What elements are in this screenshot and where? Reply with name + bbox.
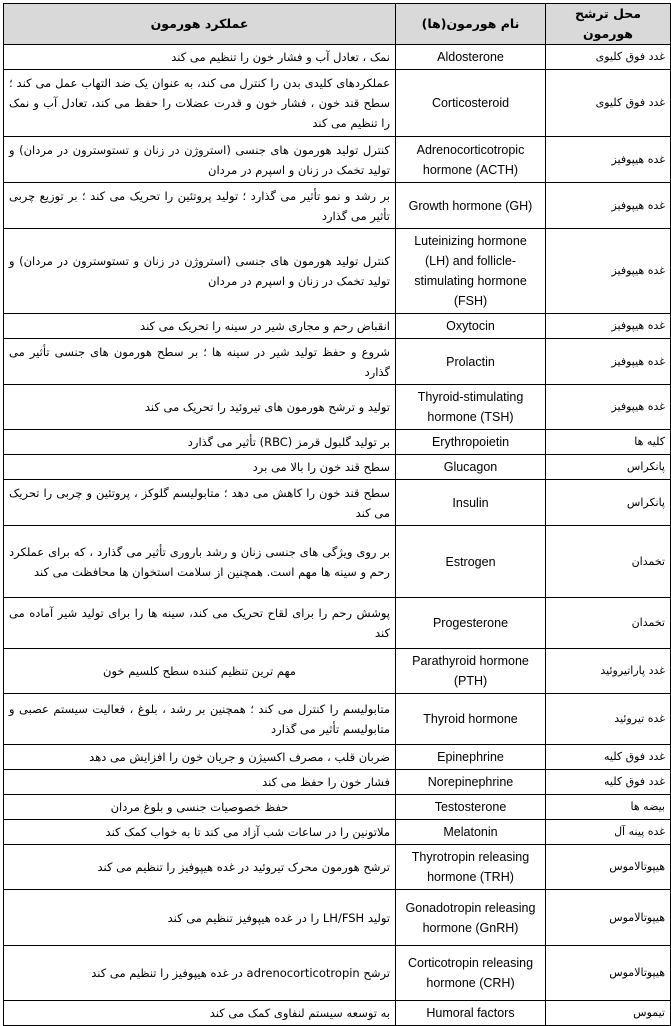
origin-cell: غدد فوق کلیوی [546,45,671,70]
function-cell: نمک ، تعادل آب و فشار خون را تنظیم می کند [4,45,396,70]
origin-cell: غدد فوق کلیه [546,745,671,770]
table-row [4,1001,671,1026]
hormone-name-cell: Parathyroid hormone (PTH) [396,649,546,694]
header-name: نام هورمون(ها) [396,4,546,45]
header-origin: محل ترشح هورمون [546,4,671,45]
origin-cell: تخمدان [546,598,671,649]
hormone-table [3,3,671,1026]
table-row [4,890,671,946]
table-row [4,183,671,229]
hormone-name-cell: Epinephrine [396,745,546,770]
function-cell: حفظ خصوصیات جنسی و بلوغ مردان [4,795,396,820]
origin-cell: غده هیپوفیز [546,229,671,314]
table-row [4,339,671,385]
origin-cell: غده تیروئید [546,694,671,745]
origin-cell: تخمدان [546,526,671,598]
hormone-name-cell: Thyrotropin releasing hormone (TRH) [396,845,546,890]
function-cell: شروع و حفظ تولید شیر در سینه ها ؛ بر سطح هورمون های جنسی تأثیر می گذارد [4,339,396,385]
function-cell: ضربان قلب ، مصرف اکسیژن و جریان خون را افزایش می دهد [4,745,396,770]
hormone-name-cell: Corticosteroid [396,70,546,137]
origin-cell: غده هیپوفیز [546,314,671,339]
origin-cell: غده هیپوفیز [546,137,671,183]
origin-cell: هیپوتالاموس [546,946,671,1001]
origin-cell: کلیه ها [546,430,671,455]
hormone-name-cell: Thyroid hormone [396,694,546,745]
hormone-name-cell: Corticotropin releasing hormone (CRH) [396,946,546,1001]
function-cell: کنترل تولید هورمون های جنسی (استروژن در زنان و تستوسترون در مردان) و تولید تخمک در زنان و اسپرم در مردان [4,229,396,314]
hormone-name-cell: Luteinizing hormone (LH) and follicle-stimulating hormone (FSH) [396,229,546,314]
table-row [4,795,671,820]
function-cell: انقباض رحم و مجاری شیر در سینه را تحریک می کند [4,314,396,339]
table-row [4,694,671,745]
origin-cell: غدد پاراتیروئید [546,649,671,694]
hormone-name-cell: Testosterone [396,795,546,820]
table-row [4,526,671,598]
table-row [4,649,671,694]
table-row [4,598,671,649]
hormone-name-cell: Insulin [396,480,546,526]
hormone-name-cell: Gonadotropin releasing hormone (GnRH) [396,890,546,946]
function-cell: پوشش رحم را برای لقاح تحریک می کند، سینه ها را برای تولید شیر آماده می کند [4,598,396,649]
function-cell: عملکردهای کلیدی بدن را کنترل می کند، به عنوان یک ضد التهاب عمل می کند ؛ سطح قند خون ، فشار خون و قدرت عضلات را حفظ می کند، تعادل آب و نمک را تنظیم می کند [4,70,396,137]
origin-cell: هیپوتالاموس [546,890,671,946]
table-row [4,745,671,770]
table-row [4,45,671,70]
table-row [4,845,671,890]
origin-cell: بیضه ها [546,795,671,820]
hormone-name-cell: Prolactin [396,339,546,385]
origin-cell: غدد فوق کلیه [546,770,671,795]
function-cell: سطح قند خون را کاهش می دهد ؛ متابولیسم گلوکز ، پروتئین و چربی را تحریک می کند [4,480,396,526]
origin-cell: پانکراس [546,480,671,526]
table-row [4,385,671,430]
function-cell: تولید و ترشح هورمون های تیروئید را تحریک می کند [4,385,396,430]
table-row [4,314,671,339]
function-cell: به توسعه سیستم لنفاوی کمک می کند [4,1001,396,1026]
hormone-name-cell: Glucagon [396,455,546,480]
function-cell: تولید LH/FSH را در غده هیپوفیز تنظیم می کند [4,890,396,946]
hormone-name-cell: Melatonin [396,820,546,845]
function-cell: متابولیسم را کنترل می کند ؛ همچنین بر رشد ، بلوغ ، فعالیت سیستم عصبی و متابولیسم تأثیر می گذارد [4,694,396,745]
origin-cell: پانکراس [546,455,671,480]
table-row [4,229,671,314]
function-cell: فشار خون را حفظ می کند [4,770,396,795]
hormone-name-cell: Estrogen [396,526,546,598]
hormone-name-cell: Erythropoietin [396,430,546,455]
table-row [4,820,671,845]
hormone-name-cell: Oxytocin [396,314,546,339]
table-row [4,137,671,183]
hormone-name-cell: Progesterone [396,598,546,649]
function-cell: کنترل تولید هورمون های جنسی (استروژن در زنان و تستوسترون در مردان) و تولید تخمک در زنان و اسپرم در مردان [4,137,396,183]
table-row [4,946,671,1001]
table-row [4,430,671,455]
hormone-name-cell: Humoral factors [396,1001,546,1026]
table-row [4,770,671,795]
origin-cell: غده پینه آل [546,820,671,845]
header-row [4,4,671,45]
function-cell: ترشح هورمون محرک تیروئید در غده هیپوفیز را تنظیم می کند [4,845,396,890]
origin-cell: غده هیپوفیز [546,183,671,229]
hormone-name-cell: Growth hormone (GH) [396,183,546,229]
origin-cell: غده هیپوفیز [546,385,671,430]
hormone-name-cell: Adrenocorticotropic hormone (ACTH) [396,137,546,183]
function-cell: ملاتونین را در ساعات شب آزاد می کند تا به خواب کمک کند [4,820,396,845]
origin-cell: غدد فوق کلیوی [546,70,671,137]
hormone-name-cell: Norepinephrine [396,770,546,795]
origin-cell: تیموس [546,1001,671,1026]
origin-cell: غده هیپوفیز [546,339,671,385]
table-row [4,480,671,526]
table-row [4,70,671,137]
origin-cell: هیپوتالاموس [546,845,671,890]
hormone-name-cell: Thyroid-stimulating hormone (TSH) [396,385,546,430]
function-cell: بر روی ویژگی های جنسی زنان و رشد باروری تأثیر می گذارد ، که برای عملکرد رحم و سینه ها مهم است. همچنین از سلامت استخوان ها محافظت می کند [4,526,396,598]
header-function: عملکرد هورمون [4,4,396,45]
table-row [4,455,671,480]
function-cell: بر تولید گلبول قرمز (RBC) تأثیر می گذارد [4,430,396,455]
table-body [4,45,671,1026]
function-cell: ترشح adrenocorticotropin در غده هیپوفیز را تنظیم می کند [4,946,396,1001]
function-cell: مهم ترین تنظیم کننده سطح کلسیم خون [4,649,396,694]
function-cell: بر رشد و نمو تأثیر می گذارد ؛ تولید پروتئین را تحریک می کند ؛ بر توزیع چربی تأثیر می گذارد [4,183,396,229]
function-cell: سطح قند خون را بالا می برد [4,455,396,480]
hormone-name-cell: Aldosterone [396,45,546,70]
